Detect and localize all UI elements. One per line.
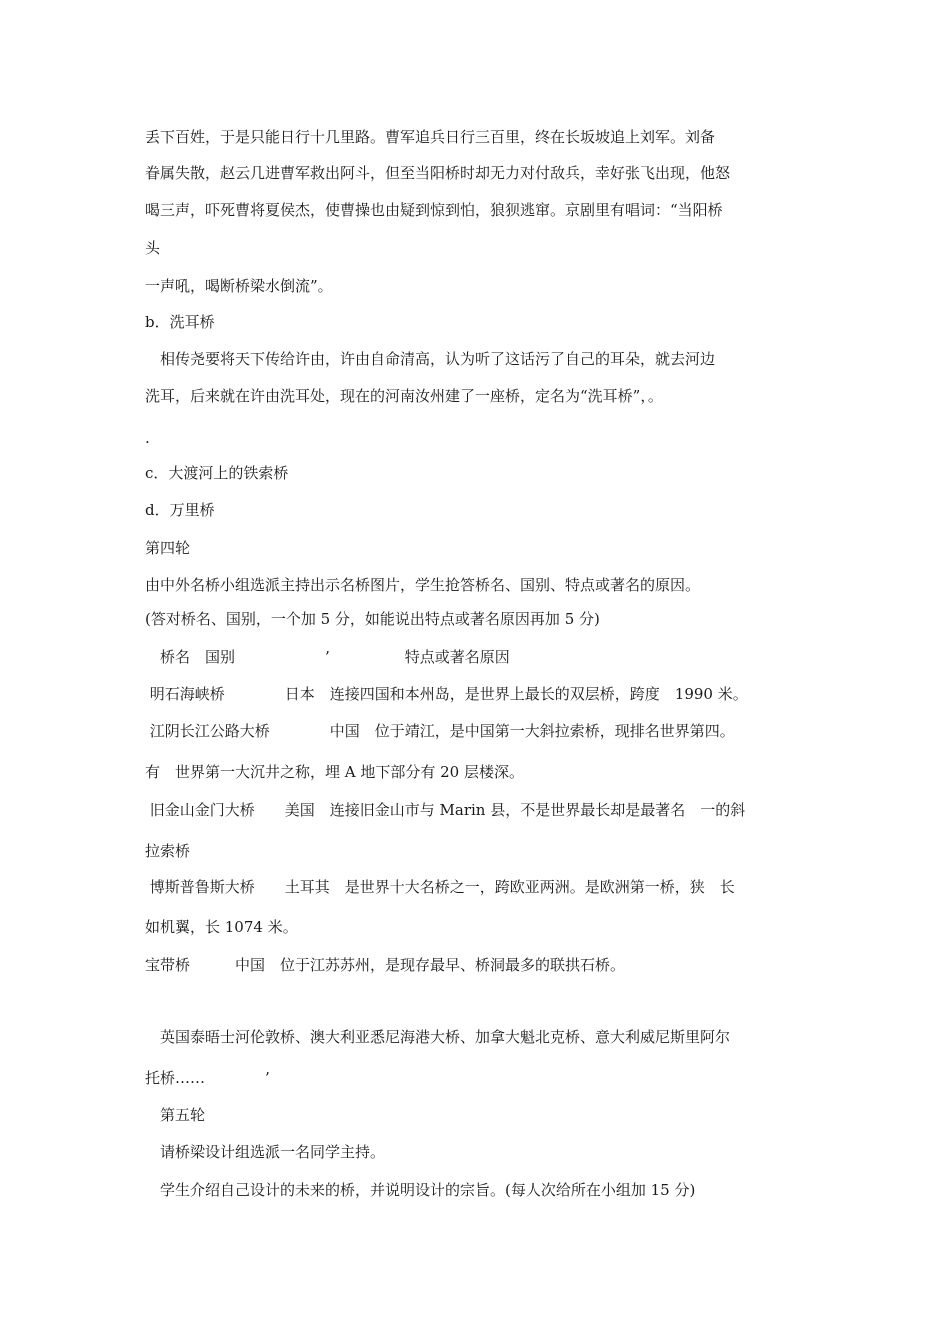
paragraph-line: 喝三声，吓死曹将夏侯杰，使曹操也由疑到惊到怕，狼狈逃窜。京剧里有唱词：“当阳桥 <box>145 201 723 219</box>
paragraph-line: (答对桥名、国别，一个加 5 分，如能说出特点或著名原因再加 5 分) <box>145 610 600 628</box>
paragraph-line: . <box>145 429 150 447</box>
paragraph-line: 眷属失散，赵云几进曹军救出阿斗，但至当阳桥时却无力对付敌兵，幸好张飞出现，他怒 <box>145 164 731 182</box>
table-row: 拉索桥 <box>145 842 191 860</box>
table-row: 有 世界第一大沉井之称，埋 A 地下部分有 20 层楼深。 <box>145 763 524 781</box>
table-row: 如机翼，长 1074 米。 <box>145 918 298 936</box>
section-heading: b．洗耳桥 <box>145 313 215 331</box>
paragraph-line: 请桥梁设计组选派一名同学主持。 <box>145 1143 386 1161</box>
table-row: 明石海峡桥 日本 连接四国和本州岛，是世界上最长的双层桥，跨度 1990 米。 <box>145 685 748 703</box>
table-header: 桥名 国别 ’ 特点或著名原因 <box>145 648 510 666</box>
table-row: 博斯普鲁斯大桥 土耳其 是世界十大名桥之一，跨欧亚两洲。是欧洲第一桥，狭 长 <box>145 878 735 896</box>
paragraph-line: 由中外名桥小组选派主持出示名桥图片，学生抢答桥名、国别、特点或著名的原因。 <box>145 576 701 594</box>
section-heading: d．万里桥 <box>145 501 215 519</box>
paragraph-line: 学生介绍自己设计的未来的桥，并说明设计的宗旨。(每人次给所在小组加 15 分) <box>145 1181 696 1199</box>
table-row: 江阴长江公路大桥 中国 位于靖江，是中国第一大斜拉索桥，现排名世界第四。 <box>145 722 735 740</box>
paragraph-line: 英国泰晤士河伦敦桥、澳大利亚悉尼海港大桥、加拿大魁北克桥、意大利威尼斯里阿尔 <box>145 1028 731 1046</box>
round-heading: 第四轮 <box>145 539 191 557</box>
section-heading: c．大渡河上的铁索桥 <box>145 464 289 482</box>
paragraph-line: 一声吼，喝断桥梁水倒流”。 <box>145 277 333 295</box>
paragraph-line: 相传尧要将天下传给许由，许由自命清高，认为听了这话污了自己的耳朵，就去河边 <box>145 350 716 368</box>
table-row: 宝带桥 中国 位于江苏苏州，是现存最早、桥洞最多的联拱石桥。 <box>145 956 626 974</box>
paragraph-line: 洗耳，后来就在许由洗耳处，现在的河南汝州建了一座桥，定名为“洗耳桥”，。 <box>145 387 663 405</box>
round-heading: 第五轮 <box>145 1106 206 1124</box>
table-row: 旧金山金门大桥 美国 连接旧金山市与 Marin 县，不是世界最长却是最著名 一的斜 <box>145 801 746 819</box>
paragraph-line: 托桥…… ’ <box>145 1069 270 1087</box>
paragraph-line: 丢下百姓，于是只能日行十几里路。曹军追兵日行三百里，终在长坂坡追上刘军。刘备 <box>145 128 716 146</box>
paragraph-line: 头 <box>145 239 161 257</box>
